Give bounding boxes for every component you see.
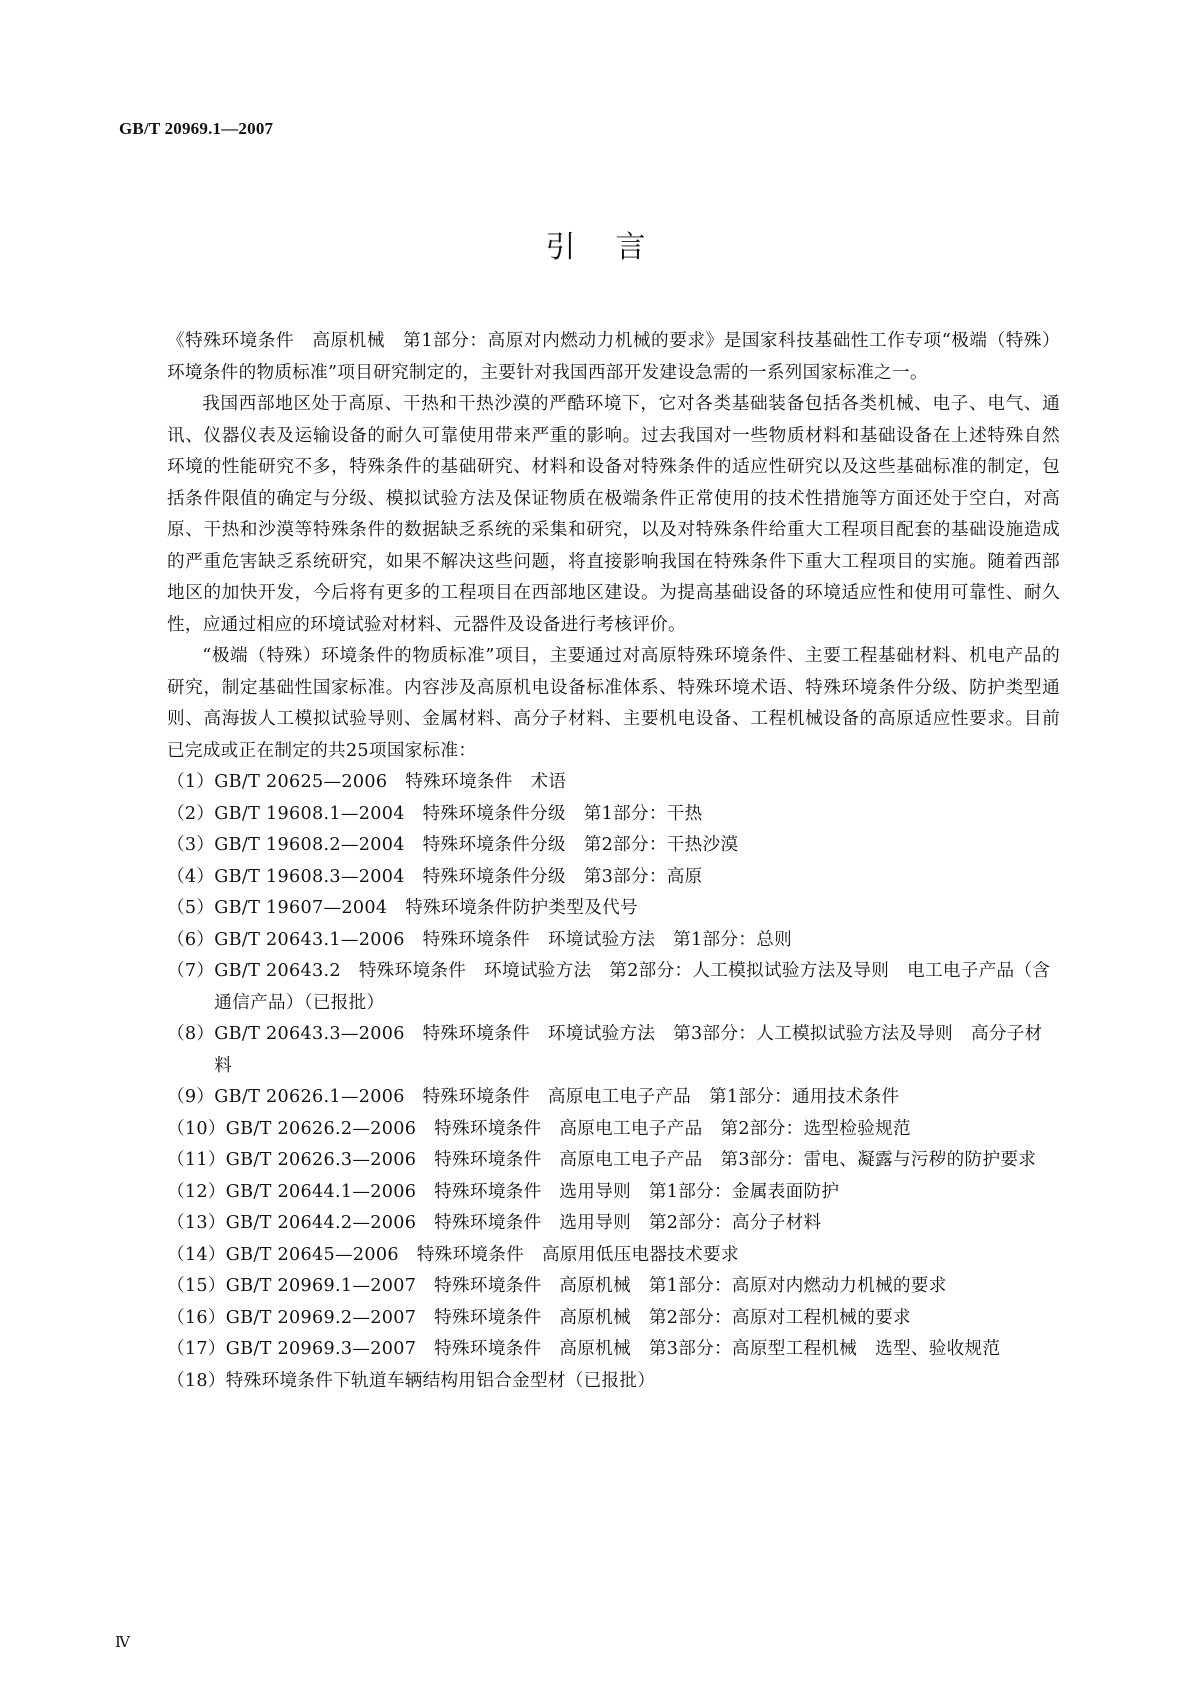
list-item-text: GB/T 20645—2006 特殊环境条件 高原用低压电器技术要求 <box>225 1244 739 1265</box>
list-item-text: GB/T 20644.1—2006 特殊环境条件 选用导则 第1部分：金属表面防护 <box>225 1181 840 1202</box>
paragraph-background: 我国西部地区处于高原、干热和干热沙漠的严酷环境下，它对各类基础装备包括各类机械、电子、电气、通讯、仪器仪表及运输设备的耐久可靠使用带来严重的影响。过去我国对一些物质材料和基础设备在上述特殊自然环境的性能研究不多，特殊条件的基础研究、材料和设备对特殊条件的适应性研究以及这些基础标准的制定，包括条件限值的确定与分级、模拟试验方法及保证物质在极端条件正常使用的技术性措施等方面还处于空白，对高原、干热和沙漠等特殊条件的数据缺乏系统的采集和研究，以及对特殊条件给重大工程项目配套的基础设施造成的严重危害缺乏系统研究，如果不解决这些问题，将直接影响我国在特殊条件下重大工程项目的实施。随着西部地区的加快开发，今后将有更多的工程项目在西部地区建设。为提高基础设备的环境适应性和使用可靠性、耐久性，应通过相应的环境试验对材料、元器件及设备进行考核评价。 <box>167 394 1060 635</box>
list-item-text: GB/T 20626.1—2006 特殊环境条件 高原电工电子产品 第1部分：通用技术条件 <box>214 1087 900 1107</box>
list-item <box>167 1114 1060 1146</box>
list-item-text: GB/T 20625—2006 特殊环境条件 术语 <box>214 772 567 792</box>
list-item-text: GB/T 20643.1—2006 特殊环境条件 环境试验方法 第1部分：总则 <box>214 929 793 950</box>
document-code: GB/T 20969.1—2007 <box>119 119 274 138</box>
list-item-number: （3） <box>167 835 215 855</box>
list-item-number: （9） <box>167 1087 215 1107</box>
list-item <box>167 1303 1060 1335</box>
list-item-number: （15） <box>167 1276 226 1296</box>
list-item <box>167 862 1060 894</box>
list-item-text: GB/T 20626.2—2006 特殊环境条件 高原电工电子产品 第2部分：选型检验规范 <box>225 1118 911 1139</box>
list-item <box>167 925 1060 957</box>
list-item-number: （4） <box>167 866 215 887</box>
list-item-text: GB/T 20969.2—2007 特殊环境条件 高原机械 第2部分：高原对工程机械的要求 <box>225 1307 911 1328</box>
list-item <box>167 1334 1060 1366</box>
list-item-text: GB/T 19608.1—2004 特殊环境条件分级 第1部分：干热 <box>214 803 703 824</box>
list-item <box>167 1082 1060 1114</box>
list-item <box>167 1145 1060 1177</box>
paragraph-intro: 《特殊环境条件 高原机械 第1部分：高原对内燃动力机械的要求》是国家科技基础性工作专项“极端（特殊）环境条件的物质标准”项目研究制定的，主要针对我国西部开发建设急需的一系列国家标准之一。 <box>167 331 1060 383</box>
list-item-number: （18） <box>167 1370 226 1391</box>
list-item-text: GB/T 20969.3—2007 特殊环境条件 高原机械 第3部分：高原型工程机械 选型、验收规范 <box>225 1339 1001 1359</box>
list-item <box>167 799 1060 831</box>
list-item-number: （11） <box>167 1150 226 1170</box>
list-item-text: GB/T 20643.3—2006 特殊环境条件 环境试验方法 第3部分：人工模拟试验方法及导则 高分子材料 <box>214 1024 1043 1076</box>
list-item-text: 特殊环境条件下轨道车辆结构用铝合金型材（已报批） <box>225 1370 656 1391</box>
list-item-number: （12） <box>167 1181 226 1202</box>
list-item-number: （16） <box>167 1307 226 1328</box>
list-item-number: （2） <box>167 803 215 824</box>
list-item-text: GB/T 20969.1—2007 特殊环境条件 高原机械 第1部分：高原对内燃动力机械的要求 <box>225 1276 947 1296</box>
list-item-text: GB/T 19608.3—2004 特殊环境条件分级 第3部分：高原 <box>214 866 703 887</box>
list-item <box>167 1019 1060 1082</box>
list-item-number: （7） <box>167 961 215 981</box>
list-item-number: （17） <box>167 1339 226 1359</box>
list-item <box>167 956 1060 1019</box>
paragraph-project: “极端（特殊）环境条件的物质标准”项目，主要通过对高原特殊环境条件、主要工程基础材料、机电产品的研究，制定基础性国家标准。内容涉及高原机电设备标准体系、特殊环境术语、特殊环境条件分级、防护类型通则、高海拔人工模拟试验导则、金属材料、高分子材料、主要机电设备、工程机械设备的高原适应性要求。目前已完成或正在制定的共25项国家标准： <box>167 646 1060 761</box>
body-content <box>167 326 1060 1397</box>
list-item <box>167 1208 1060 1240</box>
list-item <box>167 830 1060 862</box>
list-item <box>167 1366 1060 1398</box>
list-item <box>167 893 1060 925</box>
list-item <box>167 767 1060 799</box>
list-item-number: （13） <box>167 1213 226 1233</box>
section-title: 引言 <box>545 230 686 265</box>
list-item-number: （5） <box>167 898 215 918</box>
page-number: Ⅳ <box>115 1635 130 1651</box>
list-item-number: （10） <box>167 1118 226 1139</box>
list-item-number: （14） <box>167 1244 226 1265</box>
list-item <box>167 1240 1060 1272</box>
standards-list <box>167 767 1060 1397</box>
list-item <box>167 1271 1060 1303</box>
list-item-text: GB/T 19608.2—2004 特殊环境条件分级 第2部分：干热沙漠 <box>214 835 739 855</box>
list-item-number: （6） <box>167 929 215 950</box>
list-item <box>167 1177 1060 1209</box>
list-item-number: （1） <box>167 772 215 792</box>
list-item-text: GB/T 20644.2—2006 特殊环境条件 选用导则 第2部分：高分子材料 <box>225 1213 822 1233</box>
list-item-text: GB/T 20643.2 特殊环境条件 环境试验方法 第2部分：人工模拟试验方法及导则 电工电子产品（含通信产品）（已报批） <box>214 961 1051 1013</box>
list-item-number: （8） <box>167 1024 215 1044</box>
list-item-text: GB/T 19607—2004 特殊环境条件防护类型及代号 <box>214 898 638 918</box>
list-item-text: GB/T 20626.3—2006 特殊环境条件 高原电工电子产品 第3部分：雷电、凝露与污秽的防护要求 <box>225 1150 1037 1170</box>
